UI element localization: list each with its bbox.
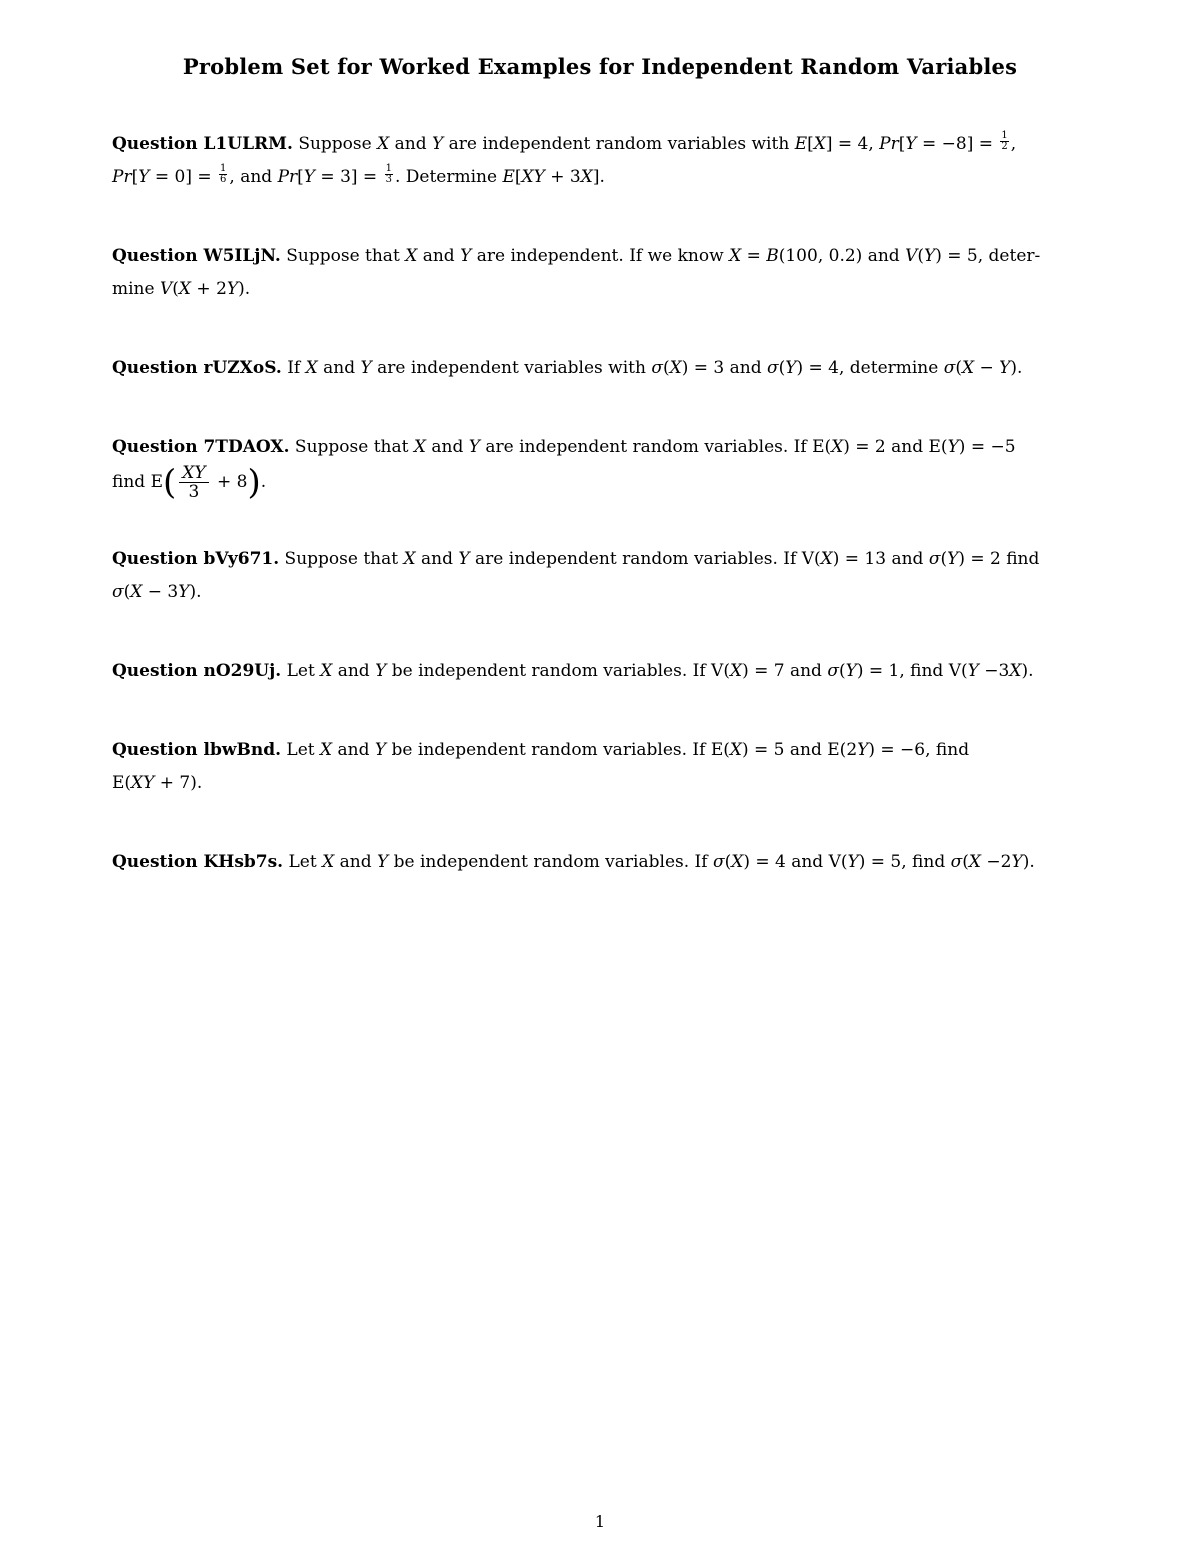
math-var: X (968, 852, 981, 872)
text: = 3] = (315, 167, 383, 187)
text: ) = 4 and V( (743, 852, 848, 872)
text: be independent random variables. If E( (386, 740, 730, 760)
text: and (417, 246, 461, 266)
text: ) = 7 and (742, 661, 828, 681)
question-1 (112, 128, 1090, 194)
math-var: Y (905, 134, 917, 154)
text: ). (1022, 852, 1035, 872)
text: and (332, 661, 376, 681)
text: Suppose that (279, 549, 404, 569)
math-var: X (820, 549, 833, 569)
fraction-numerator: 1 (220, 163, 227, 174)
fraction (179, 464, 208, 501)
math-var: X (320, 740, 333, 760)
text: ( (838, 661, 846, 681)
math-var: X (669, 358, 682, 378)
math-var: Y (845, 661, 857, 681)
math-var: X (580, 167, 593, 187)
question-label: Question 7TDAOX. (112, 437, 290, 457)
math-var: V (905, 246, 918, 266)
math-var: X (731, 852, 744, 872)
math-var: X (729, 740, 742, 760)
math-var: σ (950, 852, 963, 872)
text: [ (807, 134, 814, 154)
text: . (260, 472, 267, 492)
text: Suppose that (289, 437, 414, 457)
question-label: Question rUZXoS. (112, 358, 282, 378)
math-var: Y (999, 358, 1011, 378)
text: and (332, 740, 375, 760)
math-var: X (322, 852, 335, 872)
math-var: σ (712, 852, 725, 872)
math-var: Y (360, 358, 372, 378)
math-var: Y (1011, 852, 1023, 872)
text: −2 (980, 852, 1012, 872)
fraction-numerator: 1 (385, 163, 392, 174)
text: = (741, 246, 767, 266)
text: Let (281, 740, 320, 760)
question-label: Question bVy671. (112, 549, 280, 569)
text: ]. (592, 167, 605, 187)
text: and (334, 852, 377, 872)
math-var: Y (226, 279, 239, 299)
text: , and (229, 167, 278, 187)
text: ). (1021, 661, 1034, 681)
math-var: Y (924, 246, 936, 266)
fraction-denominator: 3 (385, 174, 392, 185)
text: ) = 13 and (832, 549, 929, 569)
text: + 3 (544, 167, 581, 187)
math-var: Y (138, 167, 150, 187)
question-8 (112, 846, 1090, 879)
text: ( (724, 852, 732, 872)
question-2 (112, 240, 1090, 306)
math-var: Y (967, 661, 979, 681)
text: are independent random variables. If V( (469, 549, 821, 569)
math-var: B (766, 246, 779, 266)
text: ( (662, 358, 670, 378)
math-var: X (831, 437, 844, 457)
math-var: σ (943, 358, 956, 378)
text: are independent variables with (371, 358, 652, 378)
fraction-numerator: XY (179, 464, 208, 483)
text: ( (123, 582, 131, 602)
text: ) = 5 and E(2 (742, 740, 858, 760)
text: + 7). (154, 773, 203, 793)
page-number: 1 (594, 1512, 606, 1531)
right-paren: ) (247, 462, 261, 503)
math-var: X (813, 134, 826, 154)
math-var: V (159, 279, 173, 299)
math-var: X (130, 582, 143, 602)
text: − (974, 358, 1000, 378)
text: ). (1010, 358, 1023, 378)
text: − 3 (142, 582, 179, 602)
text: mine (112, 279, 160, 299)
math-var: Y (947, 437, 959, 457)
text: find E (112, 472, 163, 492)
text: . Determine (394, 167, 503, 187)
math-var: XY (521, 167, 545, 187)
text: are independent. If we know (471, 246, 730, 266)
question-6 (112, 655, 1090, 688)
math-var: X (729, 661, 743, 681)
text: E( (112, 773, 132, 793)
text: + 8 (211, 472, 248, 492)
math-var: Pr (277, 167, 298, 187)
text: Suppose that (280, 246, 406, 266)
left-paren: ( (162, 462, 177, 503)
math-var: Y (460, 246, 472, 266)
text: ( (940, 549, 948, 569)
math-var: X (320, 661, 333, 681)
math-var: XY (131, 773, 155, 793)
fraction (1000, 131, 1008, 152)
question-label: Question nO29Uj. (112, 661, 282, 681)
math-var: Y (375, 661, 387, 681)
question-7 (112, 734, 1090, 800)
math-var: Y (857, 740, 869, 760)
question-label: Question KHsb7s. (112, 852, 284, 872)
text: be independent random variables. If V( (386, 661, 730, 681)
text: ] = 4, (825, 134, 880, 154)
math-var: X (729, 246, 742, 266)
text: and (425, 437, 469, 457)
math-var: X (178, 279, 192, 299)
math-var: Pr (879, 134, 899, 154)
text: = −8] = (916, 134, 999, 154)
text: be independent random variables. If (388, 852, 713, 872)
text: Suppose (292, 134, 378, 154)
text: and (317, 358, 361, 378)
text: + 2 (191, 279, 227, 299)
text: Let (283, 852, 323, 872)
math-var: Y (785, 358, 797, 378)
math-var: X (403, 549, 416, 569)
math-var: Y (374, 740, 387, 760)
math-var: Y (432, 134, 444, 154)
text: ) = −6, find (868, 740, 970, 760)
text: [ (898, 134, 906, 154)
text: (100, 0.2) and (778, 246, 906, 266)
math-var: Y (178, 582, 190, 602)
question-label: Question W5ILjN. (112, 246, 281, 266)
question-label: Question lbwBnd. (112, 740, 281, 760)
question-3 (112, 352, 1090, 385)
question-4 (112, 431, 1090, 501)
math-var: σ (767, 358, 779, 378)
fraction-denominator: 2 (1001, 141, 1008, 152)
math-var: X (305, 358, 318, 378)
text: ( (778, 358, 786, 378)
math-var: Y (458, 549, 470, 569)
text: , (1010, 134, 1017, 154)
text: [ (131, 167, 139, 187)
text: ) = 5, find (858, 852, 951, 872)
text: and (415, 549, 459, 569)
math-var: Y (468, 437, 480, 457)
math-var: E (502, 167, 515, 187)
math-var: σ (112, 582, 124, 602)
text: Let (281, 661, 321, 681)
fraction-numerator: 1 (1001, 130, 1008, 141)
math-var: X (413, 437, 426, 457)
math-var: X (1009, 661, 1022, 681)
page-title: Problem Set for Worked Examples for Independent Random Variables (182, 54, 1018, 79)
text: ( (962, 852, 969, 872)
text: If (281, 358, 306, 378)
math-var: σ (651, 358, 663, 378)
math-var: Y (377, 852, 389, 872)
math-var: Y (847, 852, 859, 872)
text: ) = 3 and (681, 358, 767, 378)
text: ). (189, 582, 202, 602)
fraction (219, 164, 227, 185)
fraction-denominator: 6 (220, 174, 227, 185)
text: ) = −5 (958, 437, 1016, 457)
text: are independent random variables with (443, 134, 795, 154)
fraction (385, 164, 393, 185)
math-var: X (961, 358, 975, 378)
math-var: σ (928, 549, 941, 569)
text: ) = 2 and E( (843, 437, 948, 457)
text: ( (172, 279, 179, 299)
text: ( (955, 358, 962, 378)
text: ) = 1, find V( (856, 661, 968, 681)
text: = 0] = (149, 167, 218, 187)
math-var: Pr (112, 167, 132, 187)
math-var: Y (947, 549, 959, 569)
fraction-denominator: 3 (188, 482, 200, 502)
text: ). (238, 279, 251, 299)
text: ) = 4, determine (796, 358, 944, 378)
text: −3 (978, 661, 1010, 681)
math-var: E (794, 134, 808, 154)
text: are independent random variables. If E( (479, 437, 832, 457)
math-var: X (377, 134, 390, 154)
math-var: Y (303, 167, 316, 187)
math-var: σ (827, 661, 839, 681)
text: and (389, 134, 432, 154)
text: [ (297, 167, 304, 187)
text: ) = 5, deter- (935, 246, 1041, 266)
text: ) = 2 find (958, 549, 1040, 569)
text: [ (514, 167, 522, 187)
question-5 (112, 543, 1090, 609)
text: ( (917, 246, 924, 266)
math-var: X (405, 246, 418, 266)
question-label: Question L1ULRM. (112, 134, 293, 154)
